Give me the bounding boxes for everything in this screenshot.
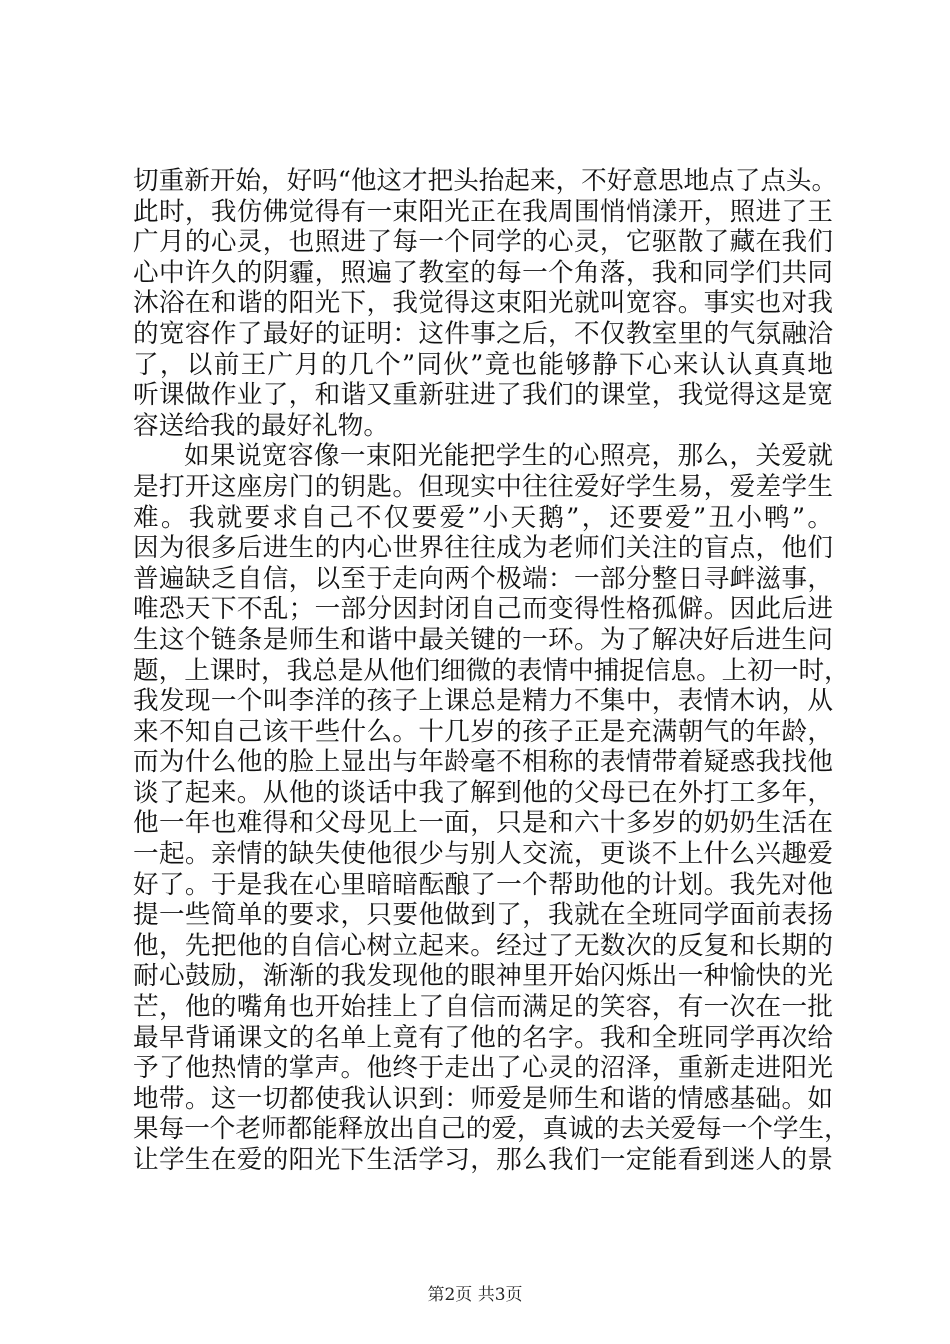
- text-line: 了，以前王广月的几个”同伙”竟也能够静下心来认认真真地: [133, 349, 833, 380]
- text-line: 一起。亲情的缺失使他很少与别人交流，更谈不上什么兴趣爱: [133, 839, 833, 870]
- text-line: 他，先把他的自信心树立起来。经过了无数次的反复和长期的: [133, 930, 833, 961]
- body-text: [133, 166, 850, 1176]
- paragraph-first-line: 如果说宽容像一束阳光能把学生的心照亮，那么，关爱就: [184, 441, 833, 472]
- text-line: 普遍缺乏自信，以至于走向两个极端：一部分整日寻衅滋事，: [133, 563, 833, 594]
- text-line: 地带。这一切都使我认识到：师爱是师生和谐的情感基础。如: [133, 1083, 833, 1114]
- text-line: 而为什么他的脸上显出与年龄毫不相称的表情带着疑惑我找他: [133, 747, 833, 778]
- text-line: 芒，他的嘴角也开始挂上了自信而满足的笑容，有一次在一批: [133, 992, 833, 1023]
- text-line: 难。我就要求自己不仅要爱”小天鹅”，还要爱”丑小鸭”。: [133, 502, 833, 533]
- text-line: 生这个链条是师生和谐中最关键的一环。为了解决好后进生问: [133, 624, 833, 655]
- text-line: 心中许久的阴霾，照遍了教室的每一个角落，我和同学们共同: [133, 257, 833, 288]
- text-line: 此时，我仿佛觉得有一束阳光正在我周围悄悄漾开，照进了王: [133, 196, 833, 227]
- text-line: 最早背诵课文的名单上竟有了他的名字。我和全班同学再次给: [133, 1022, 833, 1053]
- text-line: 题，上课时，我总是从他们细微的表情中捕捉信息。上初一时，: [133, 655, 850, 686]
- text-line: 他一年也难得和父母见上一面，只是和六十多岁的奶奶生活在: [133, 808, 833, 839]
- text-line: 听课做作业了，和谐又重新驻进了我们的课堂，我觉得这是宽: [133, 380, 833, 411]
- text-line: 沐浴在和谐的阳光下，我觉得这束阳光就叫宽容。事实也对我: [133, 288, 833, 319]
- text-line: 容送给我的最好礼物。: [133, 410, 389, 441]
- text-line: 我发现一个叫李洋的孩子上课总是精力不集中，表情木讷，从: [133, 686, 833, 717]
- text-line: 是打开这座房门的钥匙。但现实中往往爱好学生易，爱差学生: [133, 471, 833, 502]
- text-line: 切重新开始，好吗“他这才把头抬起来，不好意思地点了点头。: [133, 166, 838, 196]
- text-line: 果每一个老师都能释放出自己的爱，真诚的去关爱每一个学生，: [133, 1114, 850, 1145]
- text-line: 耐心鼓励，渐渐的我发现他的眼神里开始闪烁出一种愉快的光: [133, 961, 833, 992]
- text-line: 因为很多后进生的内心世界往往成为老师们关注的盲点，他们: [133, 533, 833, 564]
- text-line: 予了他热情的掌声。他终于走出了心灵的沼泽，重新走进阳光: [133, 1053, 833, 1084]
- text-line: 提一些简单的要求，只要他做到了，我就在全班同学面前表扬: [133, 900, 833, 931]
- text-line: 的宽容作了最好的证明：这件事之后，不仅教室里的气氛融洽: [133, 318, 833, 349]
- text-line: 唯恐天下不乱；一部分因封闭自己而变得性格孤僻。因此后进: [133, 594, 833, 625]
- text-line: 来不知自己该干些什么。十几岁的孩子正是充满朝气的年龄，: [133, 716, 833, 747]
- text-line: 广月的心灵，也照进了每一个同学的心灵，它驱散了藏在我们: [133, 227, 833, 258]
- page-number-footer: 第2页 共3页: [427, 1285, 523, 1305]
- text-line: 好了。于是我在心里暗暗酝酿了一个帮助他的计划。我先对他: [133, 869, 833, 900]
- text-line: 让学生在爱的阳光下生活学习，那么我们一定能看到迷人的景: [133, 1145, 833, 1175]
- text-line: 谈了起来。从他的谈话中我了解到他的父母已在外打工多年，: [133, 777, 833, 808]
